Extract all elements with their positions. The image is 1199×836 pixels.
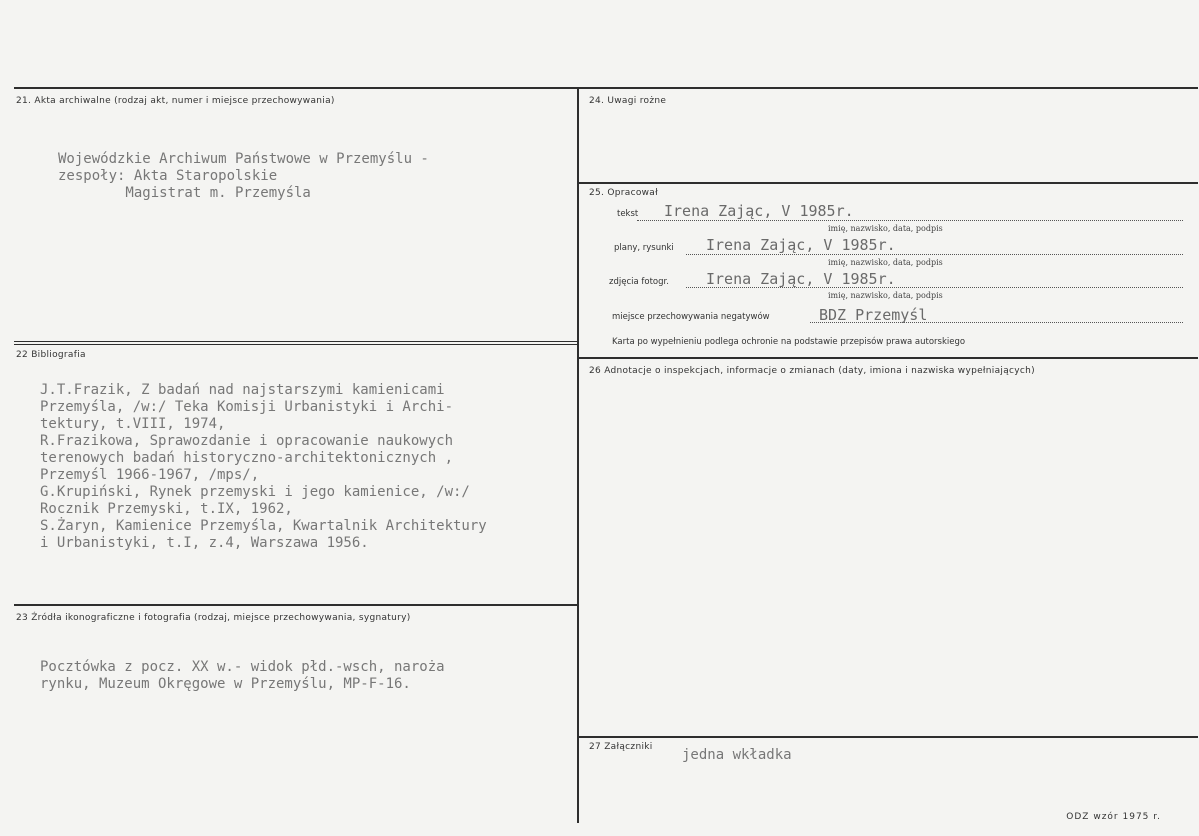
negatives-value: BDZ Przemyśl bbox=[819, 306, 928, 324]
section-22-label: 22 Bibliografia bbox=[16, 350, 86, 360]
section-22-line-3: tektury, t.VIII, 1974, bbox=[40, 416, 226, 432]
row-plany-hint: imię, nazwisko, data, podpis bbox=[828, 258, 943, 267]
row-zdjecia-hint: imię, nazwisko, data, podpis bbox=[828, 291, 943, 300]
section-22-line-9: S.Żaryn, Kamienice Przemyśla, Kwartalnik Architektury bbox=[40, 518, 487, 534]
row-plany-label: plany, rysunki bbox=[614, 243, 674, 253]
section-25-label: 25. Opracował bbox=[589, 188, 658, 198]
row-zdjecia-dots bbox=[686, 287, 1183, 288]
divider-21-22 bbox=[14, 341, 577, 342]
section-22-line-8: Rocznik Przemyski, t.IX, 1962, bbox=[40, 501, 293, 517]
section-21-line-2: zespoły: Akta Staropolskie bbox=[58, 168, 278, 184]
section-21-line-1: Wojewódzkie Archiwum Państwowe w Przemyślu - bbox=[58, 151, 429, 167]
section-21-line-3: Magistrat m. Przemyśla bbox=[58, 185, 311, 201]
divider-21-22b bbox=[14, 344, 577, 345]
section-22-line-10: i Urbanistyki, t.I, z.4, Warszawa 1956. bbox=[40, 535, 369, 551]
row-plany-value: Irena Zając, V 1985r. bbox=[706, 236, 896, 254]
section-22-line-2: Przemyśla, /w:/ Teka Komisji Urbanistyki i Archi- bbox=[40, 399, 454, 415]
section-22-line-5: terenowych badań historyczno-architektonicznych , bbox=[40, 450, 454, 466]
divider-25-26 bbox=[579, 357, 1198, 359]
section-27-label: 27 Załączniki bbox=[589, 742, 653, 752]
divider-24-25 bbox=[579, 182, 1198, 184]
section-26-label: 26 Adnotacje o inspekcjach, informacje o zmianach (daty, imiona i nazwiska wypełniających) bbox=[589, 366, 1035, 376]
section-23-line-1: Pocztówka z pocz. XX w.- widok płd.-wsch, naroża bbox=[40, 659, 445, 675]
row-tekst-label: tekst bbox=[617, 209, 639, 219]
top-rule bbox=[14, 87, 1198, 89]
negatives-label: miejsce przechowywania negatywów bbox=[612, 312, 770, 322]
row-tekst-value: Irena Zając, V 1985r. bbox=[664, 202, 854, 220]
copyright-notice: Karta po wypełnieniu podlega ochronie na podstawie przepisów prawa autorskiego bbox=[612, 337, 966, 347]
section-23-label: 23 Źródła ikonograficzne i fotografia (rodzaj, miejsce przechowywania, sygnatury) bbox=[16, 613, 411, 623]
divider-26-27 bbox=[579, 736, 1198, 738]
form-footer: ODZ wzór 1975 r. bbox=[1066, 812, 1161, 822]
section-23-line-2: rynku, Muzeum Okręgowe w Przemyślu, MP-F-16. bbox=[40, 676, 411, 692]
section-22-line-6: Przemyśl 1966-1967, /mps/, bbox=[40, 467, 260, 483]
section-22-line-7: G.Krupiński, Rynek przemyski i jego kamienice, /w:/ bbox=[40, 484, 470, 500]
row-plany-dots bbox=[686, 254, 1183, 255]
row-zdjecia-value: Irena Zając, V 1985r. bbox=[706, 270, 896, 288]
negatives-dots bbox=[810, 322, 1183, 323]
row-tekst-dots bbox=[637, 220, 1183, 221]
section-24-label: 24. Uwagi rożne bbox=[589, 96, 667, 106]
section-22-line-4: R.Frazikowa, Sprawozdanie i opracowanie naukowych bbox=[40, 433, 454, 449]
divider-22-23 bbox=[14, 604, 577, 606]
row-zdjecia-label: zdjęcia fotogr. bbox=[609, 277, 669, 287]
column-divider bbox=[577, 88, 579, 823]
section-21-label: 21. Akta archiwalne (rodzaj akt, numer i miejsce przechowywania) bbox=[16, 96, 335, 106]
section-27-value: jedna wkładka bbox=[682, 747, 792, 763]
row-tekst-hint: imię, nazwisko, data, podpis bbox=[828, 224, 943, 233]
section-22-line-1: J.T.Frazik, Z badań nad najstarszymi kamienicami bbox=[40, 382, 445, 398]
